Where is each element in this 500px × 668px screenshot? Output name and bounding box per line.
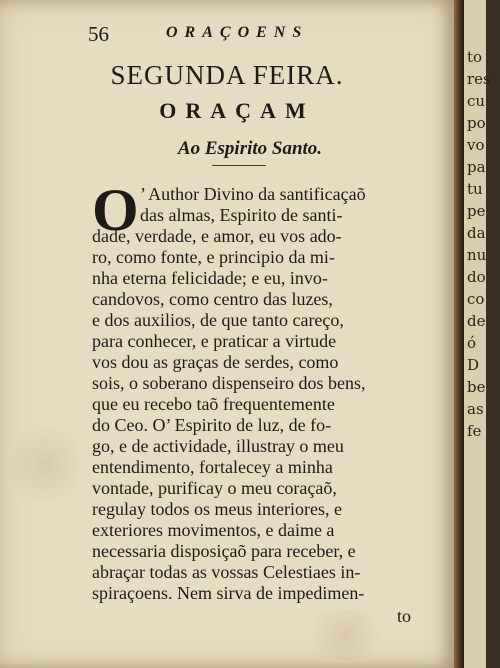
facing-page-fragment: po bbox=[467, 114, 486, 132]
facing-page-fragment: pa bbox=[467, 158, 486, 176]
text-line: abraçar todas as vossas Celestiaes in- bbox=[92, 562, 361, 582]
paper-stain bbox=[10, 420, 80, 510]
running-header bbox=[88, 22, 448, 48]
text-line: nha eterna felicidade; e eu, invo- bbox=[92, 268, 328, 288]
text-line: vontade, purificay o meu coraçaõ, bbox=[92, 478, 337, 498]
text-line: das almas, Espirito de santi- bbox=[140, 205, 343, 225]
prayer-heading: ORAÇAM bbox=[159, 98, 315, 123]
text-line: necessaria disposiçaõ para receber, e bbox=[92, 541, 356, 561]
facing-page-fragment: be bbox=[467, 378, 486, 396]
facing-page-fragment: to bbox=[467, 48, 483, 66]
facing-page bbox=[464, 0, 491, 668]
text-line: spiraçoens. Nem sirva de impedimen- bbox=[92, 583, 365, 603]
facing-page-fragment: da bbox=[467, 224, 486, 242]
text-line: e dos auxilios, de que tanto careço, bbox=[92, 310, 344, 330]
text-line: vos dou as graças de serdes, como bbox=[92, 352, 339, 372]
text-line: regulay todos os meus interiores, e bbox=[92, 499, 342, 519]
facing-page-fragment: vo bbox=[467, 136, 485, 154]
dedication: Ao Espirito Santo. bbox=[177, 138, 323, 159]
facing-page-fragment: as bbox=[467, 400, 484, 418]
text-line: candovos, como centro das luzes, bbox=[92, 289, 333, 309]
text-line: go, e de actividade, illustray o meu bbox=[92, 436, 344, 456]
facing-page-fragment: D bbox=[467, 356, 480, 374]
section-heading: SEGUNDA FEIRA. bbox=[110, 60, 344, 90]
facing-page-fragment: co bbox=[467, 290, 485, 308]
text-line: dade, verdade, e amor, eu vos ado- bbox=[92, 226, 342, 246]
book-gutter bbox=[454, 0, 464, 668]
text-line: ’ Author Divino da santificaçaõ bbox=[140, 184, 366, 204]
facing-page-fragment: tu bbox=[467, 180, 483, 198]
page-number: 56 bbox=[88, 22, 109, 46]
text-line: sois, o soberano dispenseiro dos bens, bbox=[92, 373, 366, 393]
running-title: ORAÇOENS bbox=[166, 24, 309, 41]
facing-page-fragment: pe bbox=[467, 202, 486, 220]
facing-page-fragment: nu bbox=[467, 246, 487, 264]
text-line: que eu recebo taõ frequentemente bbox=[92, 394, 335, 414]
text-line: para conhecer, e praticar a virtude bbox=[92, 331, 337, 351]
text-line: entendimento, fortalecey a minha bbox=[92, 457, 333, 477]
divider bbox=[212, 165, 266, 166]
text-line: ro, como fonte, e principio da mi- bbox=[92, 247, 335, 267]
catchword: to bbox=[397, 606, 412, 626]
facing-page-fragment: ó bbox=[467, 334, 477, 352]
facing-page-fragment: res bbox=[467, 70, 491, 88]
facing-page-fragment: fe bbox=[467, 422, 482, 440]
facing-page-fragment: cu bbox=[467, 92, 486, 110]
facing-page-fragment: do bbox=[467, 268, 486, 286]
paper-stain bbox=[300, 610, 390, 660]
facing-page-fragment: de bbox=[467, 312, 486, 330]
text-line: do Ceo. O’ Espirito de luz, de fo- bbox=[92, 415, 332, 435]
drop-cap: O bbox=[92, 177, 139, 243]
text-line: exteriores movimentos, e daime a bbox=[92, 520, 335, 540]
